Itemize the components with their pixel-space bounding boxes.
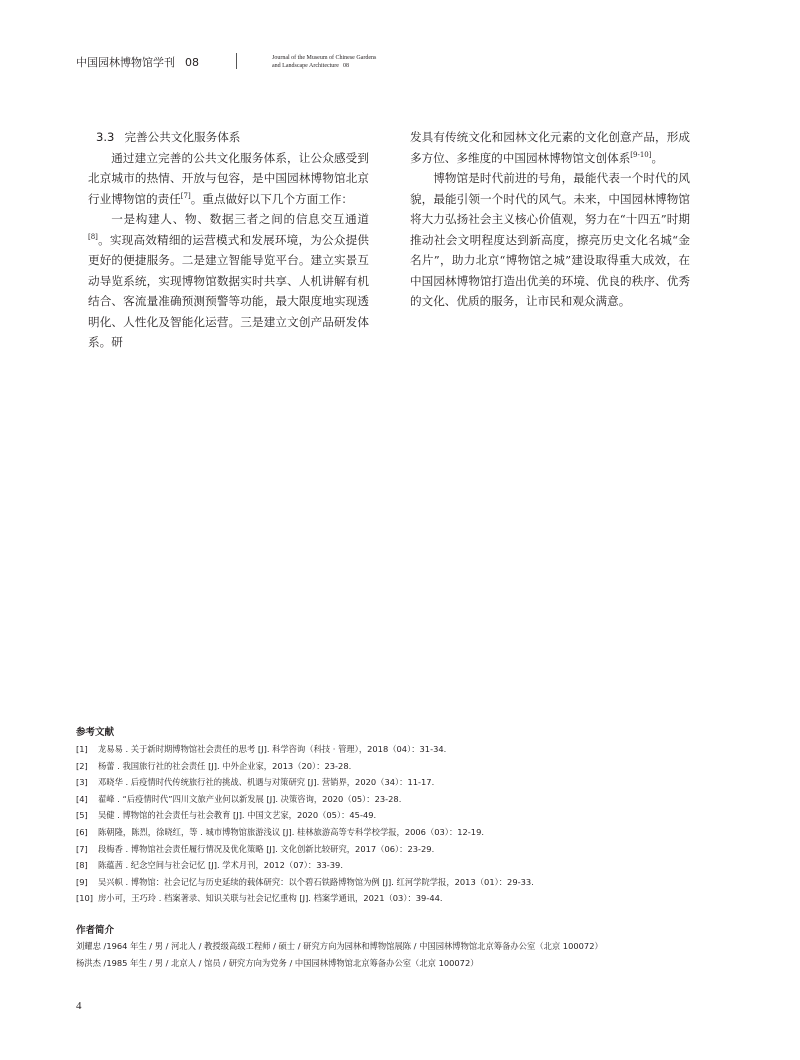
journal-title-en-line2: and Landscape Architecture [272,63,339,69]
running-header [76,54,199,70]
author-bio: 杨洪杰 /1985 年生 / 男 / 北京人 / 馆员 / 研究方向为党务 / 中国园林博物馆北京筹备办公室（北京 100072） [76,958,479,968]
body-paragraph: 通过建立完善的公共文化服务体系，让公众感受到北京城市的热情、开放与包容，是中国园林博物馆北京行业博物馆的责任[7]。重点做好以下几个方面工作： [88,150,369,206]
header-divider [236,53,237,69]
author-bio: 刘耀忠 /1964 年生 / 男 / 河北人 / 教授级高级工程师 / 硕士 / 研究方向为园林和博物馆展陈 / 中国园林博物馆北京筹备办公室（北京 100072） [76,941,603,951]
author-bios [76,938,736,972]
body-paragraph: 一是构建人、物、数据三者之间的信息交互通道[8]。实现高效精细的运营模式和发展环境，为公众提供更好的便捷服务。二是建立智能导览平台。建立实景互动导览系统，实现博物馆数据实时共享、人机讲解有机结合、客流量准确预测预警等功能，最大限度地实现透明化、人性化及智能化运营。三是建立文创产品研发体系。研 [88,212,369,349]
citation: [8] [88,232,98,241]
reference-item: [6] 陈朝隆，陈烈，徐晓红，等 . 城市博物馆旅游浅议 [J]. 桂林旅游高等专科学校学报，2006（03）：12-19. [76,826,485,837]
left-column [88,127,369,353]
journal-title-en-line1: Journal of the Museum of Chinese Gardens [272,55,377,61]
reference-item: [2] 杨蕾 . 我国旅行社的社会责任 [J]. 中外企业家，2013（20）：23-28. [76,760,352,771]
reference-item: [10] 房小可，王巧玲 . 档案著录、知识关联与社会记忆重构 [J]. 档案学通讯，2021（03）：39-44. [76,893,443,904]
body-paragraph-continued: 发具有传统文化和园林文化元素的文化创意产品，形成多方位、多维度的中国园林博物馆文创体系[9-10]。 [410,130,690,165]
section-heading [96,127,369,148]
body-paragraph: 博物馆是时代前进的号角，最能代表一个时代的风貌，最能引领一个时代的风气。未来，中国园林博物馆将大力弘扬社会主义核心价值观，努力在“十四五”时期推动社会文明程度达到新高度，擦亮历史文化名城“金名片”，助力北京“博物馆之城”建设取得重大成效，在中国园林博物馆打造出优美的环境、优良的秩序、优秀的文化、优质的服务，让市民和观众满意。 [410,171,690,308]
issue-number: 08 [185,56,199,69]
citation: [9-10] [630,150,652,159]
section-number: 3.3 [96,130,115,144]
citation: [7] [180,191,191,200]
issue-number-small: 08 [342,63,349,69]
section-title: 完善公共文化服务体系 [124,130,241,144]
reference-item: [5] 吴健 . 博物馆的社会责任与社会教育 [J]. 中国文艺家，2020（05）：45-49. [76,810,377,821]
reference-item: [3] 邓晓华 . 后疫情时代传统旅行社的挑战、机遇与对策研究 [J]. 营销界，2020（34）：11-17. [76,777,435,788]
reference-item: [7] 段梅香 . 博物馆社会责任履行情况及优化策略 [J]. 文化创新比较研究，2017（06）：23-29. [76,843,435,854]
reference-item: [1] 龙易易 . 关于新时期博物馆社会责任的思考 [J]. 科学咨询（科技 · 管理），2018（04）：31-34. [76,744,447,754]
reference-item: [4] 翟峰 . “后疫情时代”四川文旅产业何以新发展 [J]. 决策咨询，2020（05）：23-28. [76,793,402,804]
reference-item: [9] 吴兴帜 . 博物馆：社会记忆与历史延续的载体研究：以个碧石铁路博物馆为例 [J]. 红河学院学报，2013（01）：29-33. [76,876,534,887]
reference-item: [8] 陈蕴茜 . 纪念空间与社会记忆 [J]. 学术月刊，2012（07）：33-39. [76,860,343,871]
right-column [410,127,690,312]
page-number: 4 [76,1000,82,1012]
journal-title-en [272,54,376,70]
authors-title: 作者简介 [76,925,115,936]
references-title: 参考文献 [76,727,115,738]
journal-title-cn: 中国园林博物馆学刊 [76,56,175,69]
references-list [76,741,716,907]
